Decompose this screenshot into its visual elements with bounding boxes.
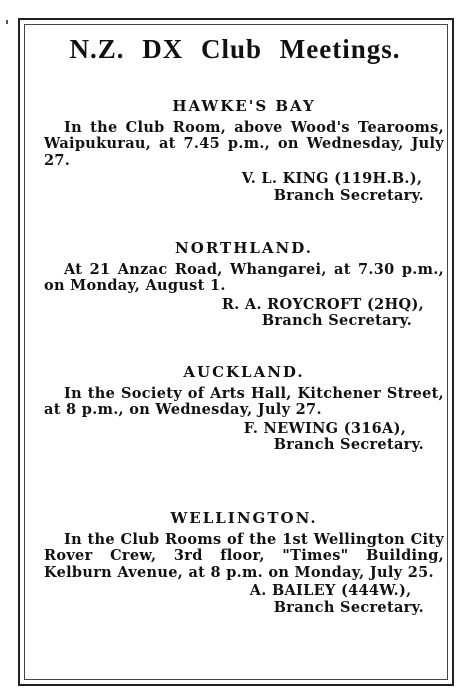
signer-role: Branch Secretary. — [261, 312, 413, 329]
section-northland — [44, 240, 444, 330]
section-heading: NORTHLAND. — [175, 239, 313, 257]
section-heading: HAWKE'S BAY — [172, 97, 316, 115]
section-auckland — [44, 364, 444, 454]
signer-name: R. A. ROYCROFT (2HQ), — [221, 295, 424, 313]
signature-block — [44, 297, 444, 330]
signature-block — [44, 421, 444, 454]
section-wellington — [44, 510, 444, 616]
section-heading: WELLINGTON. — [170, 509, 318, 527]
meeting-details: In the Club Rooms of the 1st Wellington City Rover Crew, 3rd floor, "Times" Building, Kelburn Avenue, at 8 p.m. on Monday, July 25. — [44, 530, 444, 581]
meeting-details: At 21 Anzac Road, Whangarei, at 7.30 p.m., on Monday, August 1. — [44, 260, 444, 294]
signer-role: Branch Secretary. — [273, 436, 424, 453]
stray-ink-mark — [6, 20, 8, 24]
signature-block — [44, 171, 444, 204]
signer-name: F. NEWING (316A), — [243, 419, 407, 437]
signer-role: Branch Secretary. — [273, 186, 424, 204]
signature-block — [44, 583, 444, 616]
meeting-details: In the Society of Arts Hall, Kitchener Street, at 8 p.m., on Wednesday, July 27. — [44, 384, 444, 418]
section-hawkes-bay — [44, 98, 444, 204]
signer-name: V. L. KING (119H.B.), — [241, 170, 423, 187]
notice-title: N.Z. DX Club Meetings. — [69, 34, 401, 64]
meeting-details: In the Club Room, above Wood's Tearooms, Waipukurau, at 7.45 p.m., on Wednesday, July 27. — [44, 118, 444, 169]
signer-name: A. BAILEY (444W.), — [249, 582, 412, 599]
section-heading: AUCKLAND. — [183, 363, 305, 381]
signer-role: Branch Secretary. — [273, 598, 424, 616]
